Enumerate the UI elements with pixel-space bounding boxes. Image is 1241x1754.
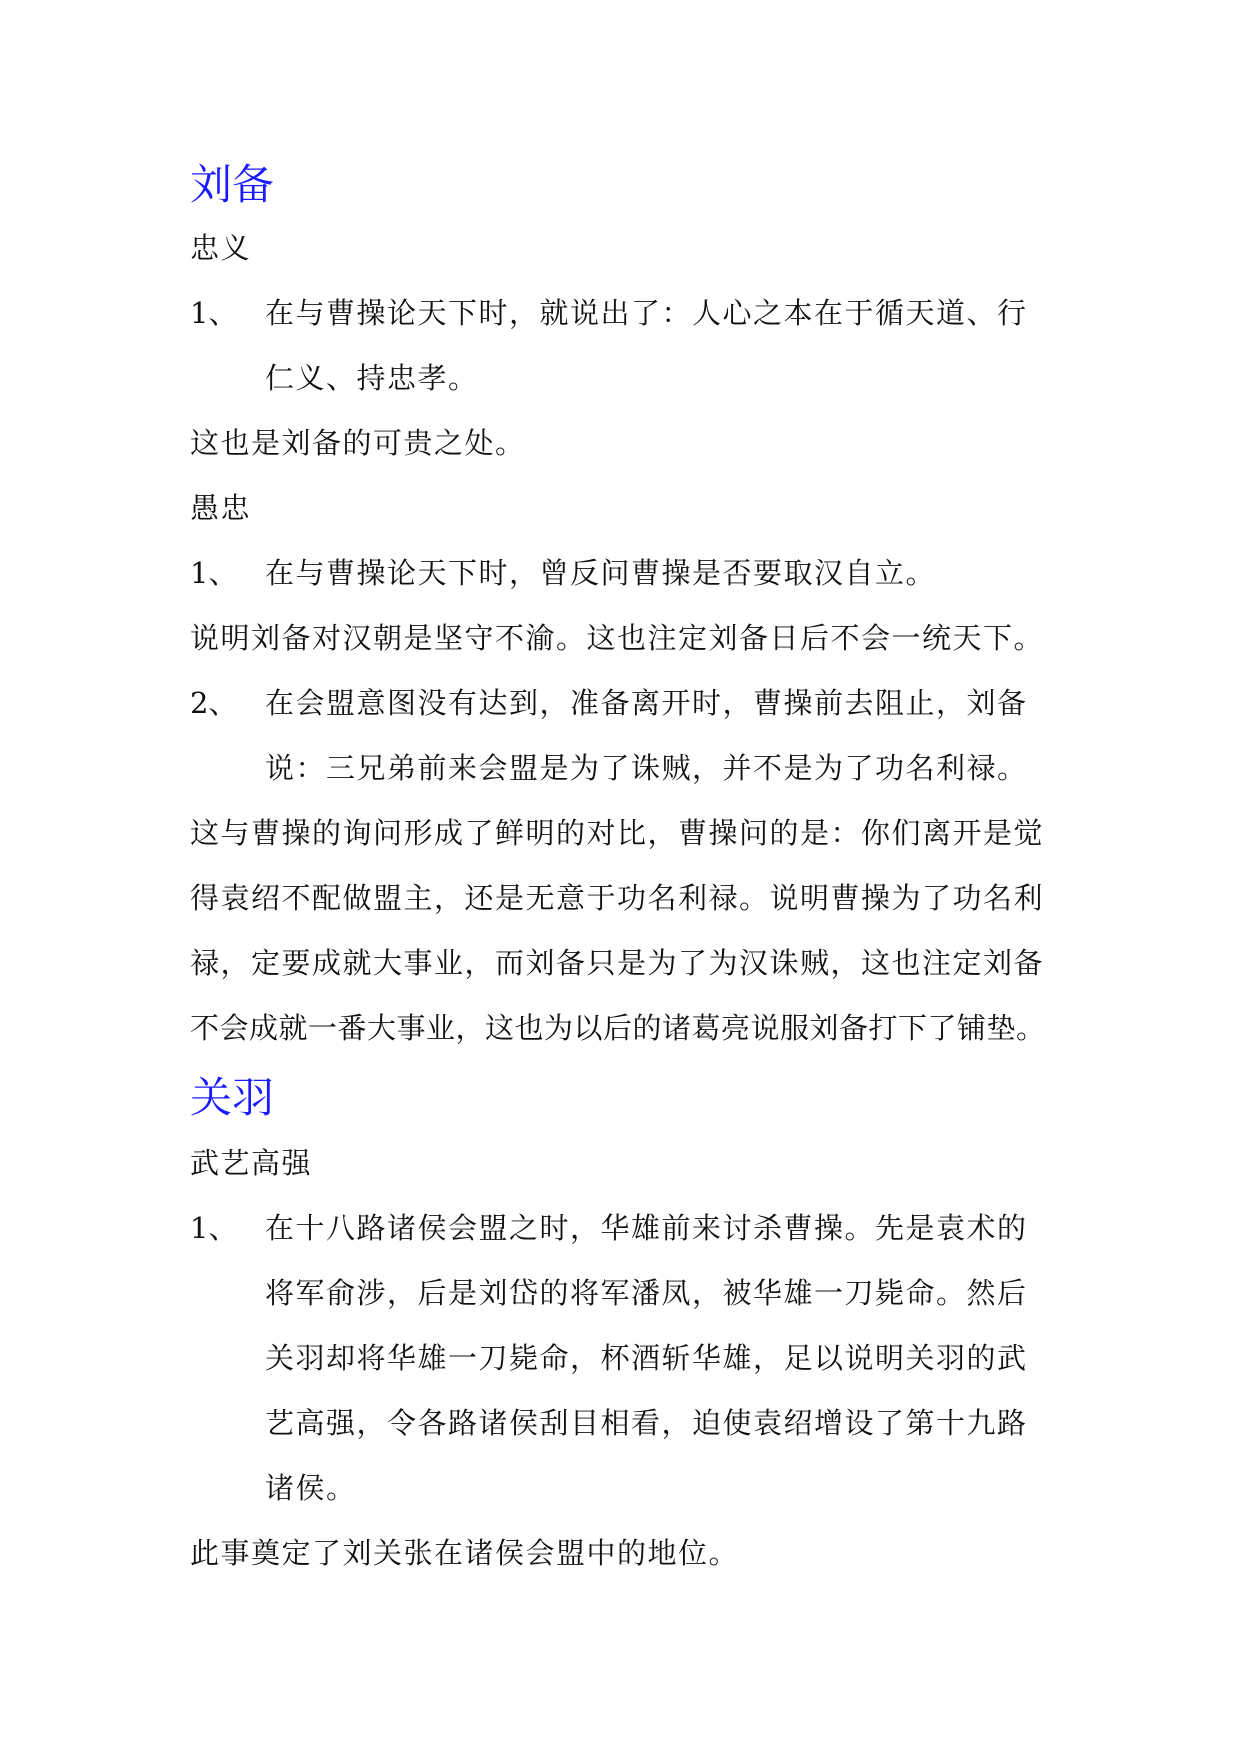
- subheading-loyal: 忠义: [190, 231, 252, 265]
- list-number: 1、: [190, 556, 238, 590]
- list-item-line: 艺高强，令各路诸侯刮目相看，迫使袁绍增设了第十九路: [265, 1406, 1028, 1440]
- subheading-skill: 武艺高强: [190, 1146, 313, 1180]
- list-item-line: 在十八路诸侯会盟之时，华雄前来讨杀曹操。先是袁术的: [265, 1211, 1028, 1245]
- list-item-line: 将军俞涉，后是刘岱的将军潘凤，被华雄一刀毙命。然后: [265, 1276, 1028, 1310]
- list-item-line: 在与曹操论天下时，就说出了：人心之本在于循天道、行: [265, 296, 1028, 330]
- paragraph-line: 说明刘备对汉朝是坚守不渝。这也注定刘备日后不会一统天下。: [190, 621, 1045, 655]
- subheading-foolish: 愚忠: [190, 491, 252, 525]
- list-item-line: 在与曹操论天下时，曾反问曹操是否要取汉自立。: [265, 556, 937, 590]
- list-item-line: 仁义、持忠孝。: [265, 361, 479, 395]
- list-item-line: 关羽却将华雄一刀毙命，杯酒斩华雄，足以说明关羽的武: [265, 1341, 1028, 1375]
- section-title-liubei: 刘备: [190, 160, 275, 209]
- paragraph-line: 不会成就一番大事业，这也为以后的诸葛亮说服刘备打下了铺垫。: [190, 1011, 1046, 1045]
- list-item-line: 说：三兄弟前来会盟是为了诛贼，并不是为了功名利禄。: [265, 751, 1028, 785]
- paragraph-line: 这与曹操的询问形成了鲜明的对比，曹操问的是：你们离开是觉: [190, 816, 1045, 850]
- list-number: 1、: [190, 296, 238, 330]
- paragraph-line: 此事奠定了刘关张在诸侯会盟中的地位。: [190, 1536, 740, 1570]
- list-item-line: 诸侯。: [265, 1471, 357, 1505]
- list-number: 1、: [190, 1211, 238, 1245]
- list-number: 2、: [190, 686, 238, 720]
- paragraph-line: 得袁绍不配做盟主，还是无意于功名利禄。说明曹操为了功名利: [190, 881, 1045, 915]
- paragraph-line: 禄，定要成就大事业，而刘备只是为了为汉诛贼，这也注定刘备: [190, 946, 1045, 980]
- list-item-line: 在会盟意图没有达到，准备离开时，曹操前去阻止，刘备: [265, 686, 1028, 720]
- section-title-guanyu: 关羽: [190, 1073, 275, 1122]
- paragraph-line: 这也是刘备的可贵之处。: [190, 426, 526, 460]
